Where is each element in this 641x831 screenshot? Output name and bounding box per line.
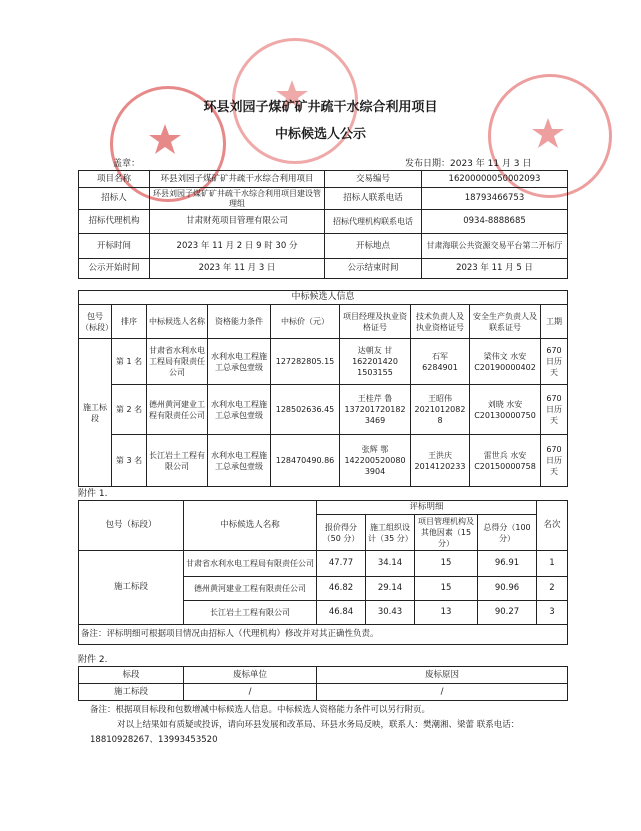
col-header: 工期 [541,305,568,339]
score-cell: 90.96 [478,577,537,601]
info-label: 交易编号 [325,171,422,188]
period-cell: 670 日历天 [541,385,568,435]
score-cell: 15 [415,577,478,601]
period-cell: 670 日历天 [541,339,568,385]
score-cell: 34.14 [366,551,415,577]
pm-cell: 王桂芹 鲁 137201720182 3469 [340,385,411,435]
qual-cell: 水利水电工程施工总承包壹级 [208,385,271,435]
table-row [79,684,568,701]
name-cell: 德州黄河建业工程有限责任公司 [184,577,317,601]
col-header: 标段 [79,667,184,684]
footer-note: 备注：根据项目标段和包数增减中标候选人信息。中标候选人资格能力条件可以另行附页。 [90,705,431,715]
score-cell: 96.91 [478,551,537,577]
col-header: 技术负责人及执业资格证号 [411,305,470,339]
score-cell: 46.82 [317,577,366,601]
info-value: 环县刘园子煤矿矿井疏干水综合利用项目 [150,171,325,188]
safe-cell: 刘晓 水安 C20130000750 [470,385,541,435]
safe-cell: 雷世兵 水安 C20150000758 [470,435,541,487]
col-header: 名次 [537,501,568,551]
col-header: 废标单位 [184,667,317,684]
score-cell: 90.27 [478,601,537,625]
info-label: 公示开始时间 [79,259,150,279]
pm-cell: 达朝友 甘 162201420 1503155 [340,339,411,385]
info-label: 招标代理机构联系电话 [325,210,422,234]
score-cell: 15 [415,551,478,577]
rank-cell: 3 [537,601,568,625]
col-header: 报价得分（50 分） [317,515,366,551]
info-value: 18793466753 [422,188,568,210]
col-header: 项目管理机构及其他因素（15 分） [415,515,478,551]
info-value: 环县刘园子煤矿矿井疏干水综合利用项目建设管理组 [150,188,325,210]
info-label: 招标人联系电话 [325,188,422,210]
info-value: 16200000050002093 [422,171,568,188]
package-cell: 施工标段 [79,684,184,701]
rank-cell: 1 [537,551,568,577]
price-cell: 127282805.15 [271,339,340,385]
info-label: 公示结束时间 [325,259,422,279]
price-cell: 128502636.45 [271,385,340,435]
col-header: 包号（标段） [79,501,184,551]
rank-cell: 第 2 名 [112,385,147,435]
score-cell: 30.43 [366,601,415,625]
safe-cell: 梁伟文 水安 C20190000402 [470,339,541,385]
info-value: 0934-8888685 [422,210,568,234]
rank-cell: 2 [537,577,568,601]
name-cell: 长江岩土工程有限公司 [184,601,317,625]
info-label: 开标地点 [325,234,422,259]
period-cell: 670 日历天 [541,435,568,487]
pm-cell: 张辉 鄂 142200520080 3904 [340,435,411,487]
footer-phones: 18810928267、13993453520 [90,735,218,745]
attach2-label: 附件 2. [78,655,108,665]
tech-cell: 王昭伟 2021012082 8 [411,385,470,435]
col-header: 排序 [112,305,147,339]
info-value: 甘肃海联公共资源交易平台第二开标厅 [422,234,568,259]
col-header: 中标价（元） [271,305,340,339]
score-cell: 29.14 [366,577,415,601]
info-label: 招标代理机构 [79,210,150,234]
price-cell: 128470490.86 [271,435,340,487]
col-header: 评标明细 [317,501,537,515]
name-cell: 德州黄河建业工程有限责任公司 [147,385,208,435]
tech-cell: 石军 6284901 [411,339,470,385]
table-row [79,435,568,487]
col-header: 中标候选人名称 [184,501,317,551]
attach1-label: 附件 1. [78,489,108,499]
tech-cell: 王洪庆 2014120233 [411,435,470,487]
col-header: 施工组织设计（35 分） [366,515,415,551]
score-cell: 13 [415,601,478,625]
name-cell: 甘肃省水利水电工程局有限责任公司 [184,551,317,577]
info-value: 甘肃财苑项目管理有限公司 [150,210,325,234]
reason-cell: / [317,684,568,701]
info-value: 2023 年 11 月 2 日 9 时 30 分 [150,234,325,259]
package-cell: 施工标段 [79,551,184,625]
info-value: 2023 年 11 月 5 日 [422,259,568,279]
col-header: 项目经理及执业资格证号 [340,305,411,339]
page-title: 环县刘园子煤矿矿井疏干水综合利用项目 [203,100,438,115]
info-label: 项目名称 [79,171,150,188]
col-header: 总得分（100 分） [478,515,537,551]
score-cell: 46.84 [317,601,366,625]
col-header: 废标原因 [317,667,568,684]
score-cell: 47.77 [317,551,366,577]
score-table [78,500,568,645]
attach1-note: 备注：评标明细可根据项目情况由招标人（代理机构）修改并对其正确性负责。 [79,625,568,645]
info-table [78,170,568,279]
table-row [79,385,568,435]
rank-cell: 第 1 名 [112,339,147,385]
col-header: 包号（标段） [79,305,112,339]
page-subtitle: 中标候选人公示 [274,127,366,142]
footer-contact: 对以上结果如有质疑或投诉，请向环县发展和改革局、环县水务局反映，联系人：樊潮湘、梁蕾 联系电话： [117,720,520,730]
col-header: 安全生产负责人及联系证号 [470,305,541,339]
info-value: 2023 年 11 月 3 日 [150,259,325,279]
seal-label: 盖章： [113,159,141,169]
void-table [78,666,568,701]
section-title: 中标候选人信息 [79,291,568,305]
col-header: 中标候选人名称 [147,305,208,339]
name-cell: 长江岩土工程有限公司 [147,435,208,487]
package-cell: 施工标段 [79,339,112,487]
table-row [79,551,568,577]
table-row [79,339,568,385]
rank-cell: 第 3 名 [112,435,147,487]
col-header: 资格能力条件 [208,305,271,339]
qual-cell: 水利水电工程施工总承包壹级 [208,435,271,487]
info-label: 开标时间 [79,234,150,259]
unit-cell: / [184,684,317,701]
candidates-table [78,290,568,487]
qual-cell: 水利水电工程施工总承包壹级 [208,339,271,385]
publish-date: 发布日期：2023 年 11 月 3 日 [405,159,532,169]
info-label: 招标人 [79,188,150,210]
name-cell: 甘肃省水利水电工程局有限责任公司 [147,339,208,385]
